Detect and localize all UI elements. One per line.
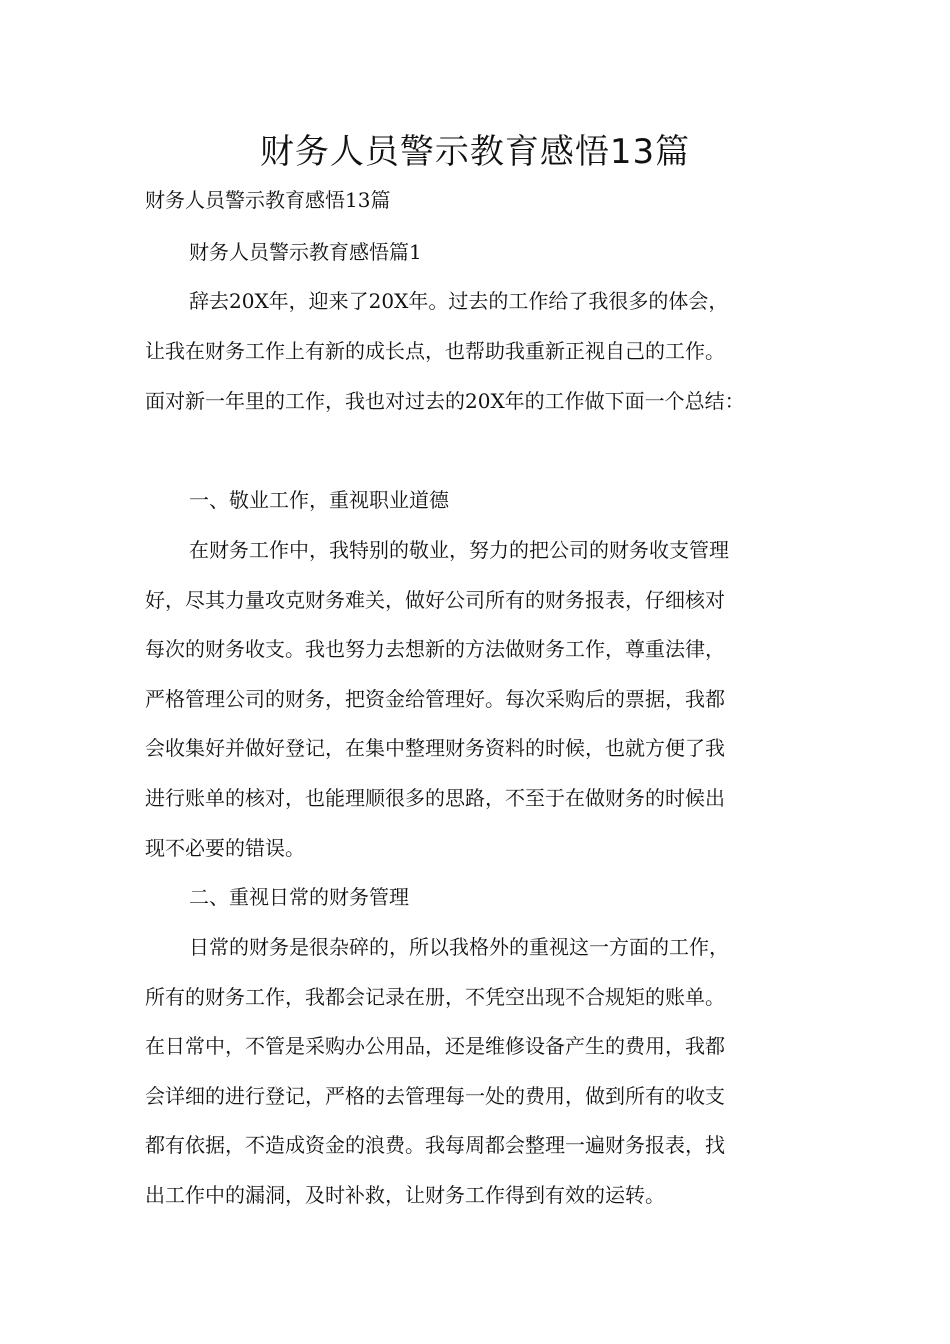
paragraph-line: 会详细的进行登记，严格的去管理每一处的费用，做到所有的收支 (145, 1084, 725, 1108)
section-heading: 财务人员警示教育感悟篇1 (189, 240, 422, 264)
subheading-2: 二、重视日常的财务管理 (189, 885, 409, 909)
paragraph-line: 好，尽其力量攻克财务难关，做好公司所有的财务报表，仔细核对 (145, 588, 725, 612)
paragraph-line: 每次的财务收支。我也努力去想新的方法做财务工作，尊重法律， (145, 637, 725, 661)
paragraph-line: 进行账单的核对，也能理顺很多的思路，不至于在做财务的时候出 (145, 786, 725, 810)
document-subtitle: 财务人员警示教育感悟13篇 (145, 188, 391, 212)
paragraph-line: 所有的财务工作，我都会记录在册，不凭空出现不合规矩的账单。 (145, 985, 725, 1009)
paragraph-line: 在财务工作中，我特别的敬业，努力的把公司的财务收支管理 (189, 538, 729, 562)
paragraph-line: 面对新一年里的工作，我也对过去的20X年的工作做下面一个总结： (145, 389, 745, 413)
paragraph-line: 让我在财务工作上有新的成长点，也帮助我重新正视自己的工作。 (145, 339, 725, 363)
paragraph-line: 会收集好并做好登记，在集中整理财务资料的时候，也就方便了我 (145, 736, 725, 760)
paragraph-line: 在日常中，不管是采购办公用品，还是维修设备产生的费用，我都 (145, 1034, 725, 1058)
paragraph-line: 辞去20X年，迎来了20X年。过去的工作给了我很多的体会， (189, 289, 729, 313)
paragraph-line: 都有依据，不造成资金的浪费。我每周都会整理一遍财务报表，找 (145, 1133, 725, 1157)
paragraph-line: 现不必要的错误。 (145, 836, 305, 860)
paragraph-line: 出工作中的漏洞，及时补救，让财务工作得到有效的运转。 (145, 1183, 665, 1207)
paragraph-line: 严格管理公司的财务，把资金给管理好。每次采购后的票据，我都 (145, 687, 725, 711)
document-title: 财务人员警示教育感悟13篇 (259, 132, 691, 172)
paragraph-line: 日常的财务是很杂碎的，所以我格外的重视这一方面的工作， (189, 935, 729, 959)
subheading-1: 一、敬业工作，重视职业道德 (189, 488, 449, 512)
